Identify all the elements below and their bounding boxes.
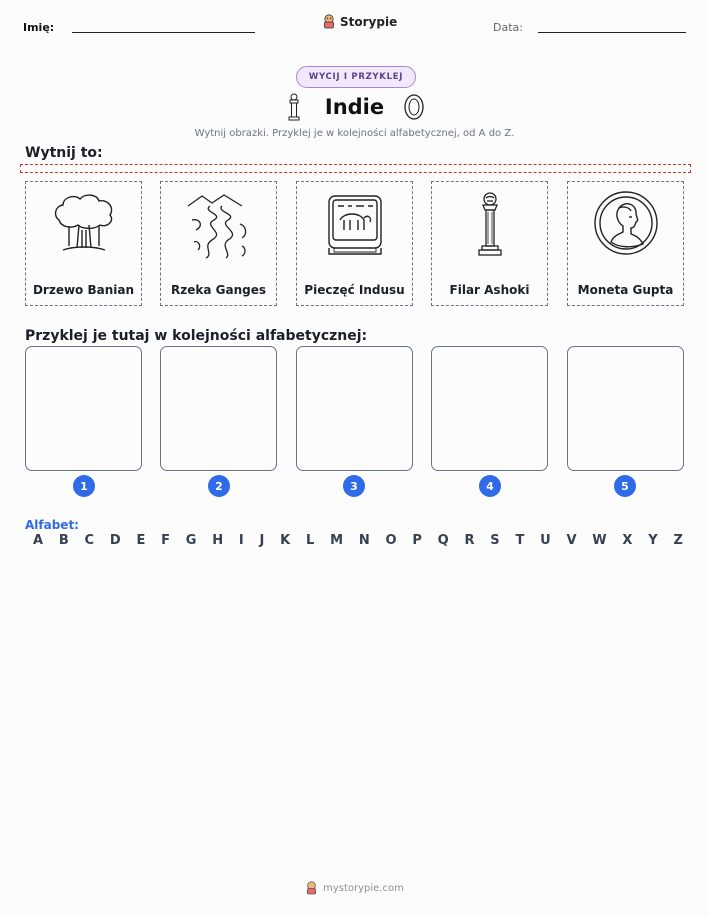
- alphabet-letter: S: [490, 533, 500, 548]
- coin-icon: [591, 190, 661, 260]
- alphabet-letter: Z: [673, 533, 683, 548]
- footer: [0, 881, 709, 895]
- alphabet-letter: U: [540, 533, 551, 548]
- river-icon: [184, 190, 254, 260]
- alphabet-letter: D: [109, 533, 121, 548]
- card-label: Filar Ashoki: [449, 283, 530, 297]
- alphabet-letter: F: [161, 533, 171, 548]
- card-label: Drzewo Banian: [32, 283, 135, 297]
- alphabet-letter: N: [358, 533, 370, 548]
- alphabet-letter: P: [412, 533, 422, 548]
- alphabet-letter: C: [84, 533, 95, 548]
- alphabet-letter: G: [185, 533, 197, 548]
- name-line[interactable]: [72, 32, 255, 33]
- alphabet-letter: H: [212, 533, 224, 548]
- alphabet-letter: T: [515, 533, 525, 548]
- slot-number-1: 1: [73, 475, 95, 497]
- cut-line: [20, 164, 691, 173]
- alphabet-letter: R: [464, 533, 475, 548]
- cut-card-gupta-coin[interactable]: [567, 181, 684, 306]
- alphabet-row: [33, 533, 683, 548]
- paste-heading: Przyklej je tutaj w kolejności alfabetycznej:: [25, 328, 368, 344]
- alphabet-heading: Alfabet:: [25, 518, 79, 532]
- date-line[interactable]: [538, 32, 686, 33]
- alphabet-letter: V: [566, 533, 577, 548]
- alphabet-letter: W: [592, 533, 607, 548]
- alphabet-letter: I: [238, 533, 244, 548]
- footer-url[interactable]: mystorypie.com: [323, 882, 404, 894]
- indus-seal-icon: [320, 190, 390, 260]
- slot-number-3: 3: [343, 475, 365, 497]
- alphabet-letter: M: [330, 533, 344, 548]
- card-label: Pieczęć Indusu: [304, 283, 405, 297]
- cut-card-indus-seal[interactable]: [296, 181, 413, 306]
- card-label: Rzeka Ganges: [171, 283, 266, 297]
- alphabet-letter: Y: [648, 533, 658, 548]
- date-label: Data:: [493, 21, 523, 34]
- activity-badge: WYCIJ I PRZYKLEJ: [296, 66, 416, 88]
- cut-card-ashoka-pillar[interactable]: [431, 181, 548, 306]
- alphabet-letter: Q: [437, 533, 449, 548]
- brand-name: Storypie: [340, 14, 398, 29]
- paste-slot-1[interactable]: [25, 346, 142, 471]
- alphabet-letter: X: [622, 533, 633, 548]
- banyan-tree-icon: [49, 190, 119, 260]
- alphabet-letter: J: [259, 533, 265, 548]
- cut-card-ganges[interactable]: [160, 181, 277, 306]
- paste-slot-4[interactable]: [431, 346, 548, 471]
- cut-heading: Wytnij to:: [25, 145, 103, 161]
- alphabet-letter: B: [58, 533, 69, 548]
- paste-slot-2[interactable]: [160, 346, 277, 471]
- name-label: Imię:: [23, 21, 55, 34]
- coin-decoration-icon: [403, 93, 425, 125]
- slot-number-2: 2: [208, 475, 230, 497]
- slot-number-4: 4: [479, 475, 501, 497]
- paste-slot-3[interactable]: [296, 346, 413, 471]
- pillar-icon: [455, 190, 525, 260]
- paste-slot-5[interactable]: [567, 346, 684, 471]
- instructions: Wytnij obrazki. Przyklej je w kolejności alfabetycznej, od A do Z.: [194, 128, 515, 139]
- storypie-mascot-icon: [322, 14, 336, 29]
- page-title: Indie: [324, 95, 385, 119]
- storypie-mascot-icon: [305, 881, 318, 895]
- alphabet-letter: L: [306, 533, 315, 548]
- brand-logo: [322, 14, 397, 29]
- alphabet-letter: O: [385, 533, 397, 548]
- alphabet-letter: E: [136, 533, 146, 548]
- alphabet-letter: K: [280, 533, 291, 548]
- alphabet-letter: A: [33, 533, 44, 548]
- card-label: Moneta Gupta: [577, 283, 674, 297]
- slot-number-5: 5: [614, 475, 636, 497]
- cut-card-banyan[interactable]: [25, 181, 142, 306]
